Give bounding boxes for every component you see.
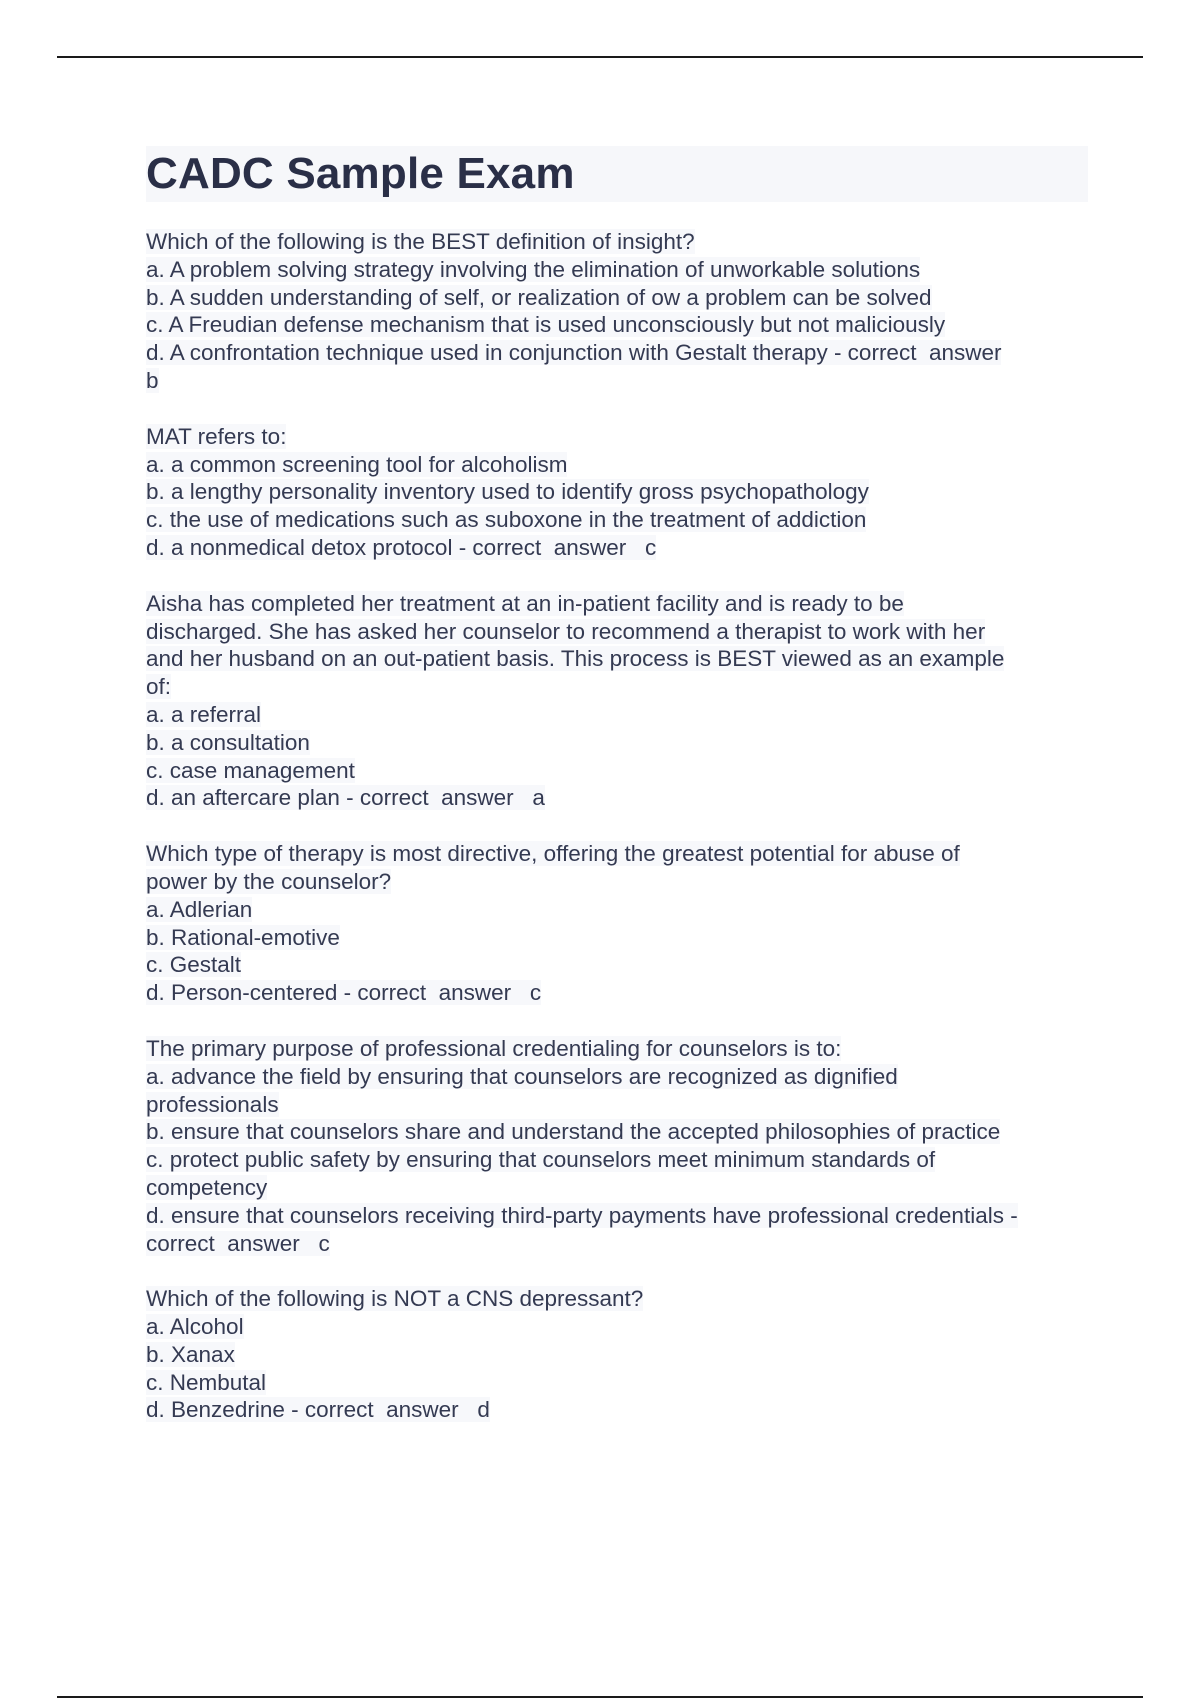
question-item [146,1035,1088,1257]
question-item [146,840,1088,1007]
question-line: a. Adlerian [146,896,253,922]
question-line: MAT refers to: [146,423,287,449]
question-line: a. A problem solving strategy involving the elimination of unworkable solutions [146,256,921,282]
question-line: and her husband on an out-patient basis. This process is BEST viewed as an example [146,646,1005,672]
question-line: professionals [146,1091,279,1117]
question-line: d. ensure that counselors receiving third-party payments have professional credentials - [146,1202,1018,1228]
question-line: c. case management [146,757,355,783]
question-line: b. Xanax [146,1341,235,1367]
question-line: b. a lengthy personality inventory used to identify gross psychopathology [146,479,869,505]
question-line: c. protect public safety by ensuring that counselors meet minimum standards of [146,1147,936,1173]
question-line: discharged. She has asked her counselor to recommend a therapist to work with her [146,618,986,644]
question-line: a. advance the field by ensuring that counselors are recognized as dignified [146,1063,898,1089]
question-line: a. a common screening tool for alcoholism [146,451,568,477]
bottom-rule [57,1696,1143,1698]
question-line: correct answer c [146,1230,330,1256]
question-list [146,228,1088,1424]
top-rule [57,56,1143,58]
question-line: b [146,367,159,393]
question-line: competency [146,1174,268,1200]
question-line: b. a consultation [146,729,310,755]
question-line: d. Person-centered - correct answer c [146,980,542,1006]
title-band [146,146,1088,202]
question-line: d. an aftercare plan - correct answer a [146,785,545,811]
question-line: of: [146,674,172,700]
question-line: b. A sudden understanding of self, or realization of ow a problem can be solved [146,284,932,310]
question-item [146,1285,1088,1424]
question-line: b. Rational-emotive [146,924,340,950]
page-title: CADC Sample Exam [146,149,575,198]
page-content [146,146,1088,1452]
question-line: c. A Freudian defense mechanism that is used unconsciously but not maliciously [146,312,946,338]
question-line: a. Alcohol [146,1314,244,1340]
question-item [146,228,1088,395]
question-item [146,423,1088,562]
question-line: c. Gestalt [146,952,242,978]
question-line: Which type of therapy is most directive, offering the greatest potential for abuse of [146,841,960,867]
question-line: Which of the following is the BEST definition of insight? [146,229,695,254]
question-line: a. a referral [146,701,262,727]
question-line: d. a nonmedical detox protocol - correct answer c [146,534,657,560]
question-line: The primary purpose of professional credentialing for counselors is to: [146,1035,842,1061]
question-line: c. Nembutal [146,1369,267,1395]
question-line: d. A confrontation technique used in conjunction with Gestalt therapy - correct answer [146,340,1002,366]
question-line: Which of the following is NOT a CNS depressant? [146,1286,644,1312]
question-line: d. Benzedrine - correct answer d [146,1397,490,1423]
question-line: c. the use of medications such as suboxone in the treatment of addiction [146,507,867,533]
question-item [146,590,1088,812]
question-line: Aisha has completed her treatment at an in-patient facility and is ready to be [146,590,904,616]
question-line: b. ensure that counselors share and understand the accepted philosophies of practice [146,1119,1001,1145]
question-line: power by the counselor? [146,868,392,894]
